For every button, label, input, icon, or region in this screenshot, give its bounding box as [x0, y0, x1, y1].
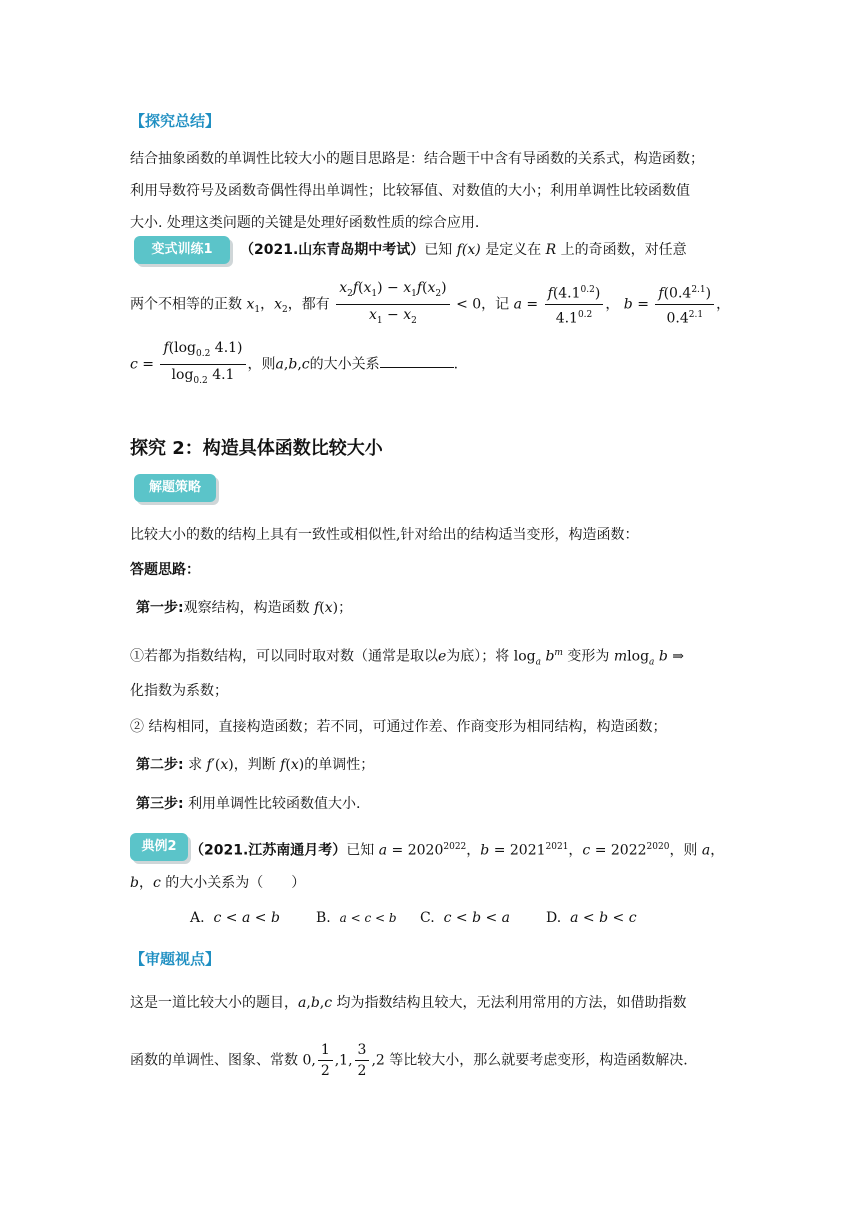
- example-tag: 典例2: [130, 833, 188, 861]
- e-symbol: e: [438, 648, 447, 665]
- a-fraction: $\frac{f(4.1^{0.2})}{4.1^{0.2}}$: [545, 280, 604, 328]
- option-B[interactable]: B. a < c < b: [316, 910, 397, 926]
- example-line-2: b，c 的大小关系为（ ）: [130, 875, 306, 891]
- half-fraction: $\frac{1}{2}$: [318, 1040, 333, 1081]
- summary-line-2: 利用导数符号及函数奇偶性得出单调性；比较幂值、对数值的大小；利用单调性比较函数值: [130, 183, 690, 199]
- three-halves-fraction: $\frac{3}{2}$: [355, 1040, 370, 1081]
- summary-line-1: 结合抽象函数的单调性比较大小的题目思路是：结合题干中含有导函数的关系式，构造函数；: [130, 151, 704, 167]
- example-text: 的大小关系为（ ）: [165, 875, 306, 891]
- exercise-tag: 变式训练1: [134, 236, 230, 264]
- viewpoint-text: 等比较大小，那么就要考虑变形，构造函数解决.: [389, 1052, 688, 1069]
- step-label: 第二步:: [136, 757, 184, 773]
- viewpoint-text: 函数的单调性、图象、常数: [130, 1052, 298, 1069]
- viewpoint-text: 这是一道比较大小的题目，: [130, 995, 298, 1011]
- exercise-text: .: [453, 356, 459, 373]
- case-text: 为底）；将: [446, 648, 510, 665]
- step-2: 第二步: 求 f′(x)，判断 f(x)的单调性；: [136, 757, 375, 773]
- step-label: 第三步:: [136, 796, 184, 812]
- example-line-1: （2021.江苏南通月考）已知 $a = 2020^{2022}$，$b = 2021^{2021}$，$c = 2022^{2020}$，则 a，: [190, 842, 725, 859]
- R-symbol: R: [545, 242, 557, 258]
- example-source: （2021.江苏南通月考）: [190, 842, 347, 859]
- option-label: A.: [190, 910, 205, 926]
- section-2-title: 探究 2：构造具体函数比较大小: [130, 438, 383, 459]
- exercise-line-1: [240, 239, 687, 261]
- step-3: [136, 793, 361, 815]
- step-label: 第一步:: [136, 600, 184, 616]
- summary-line-3: 大小. 处理这类问题的关键是处理好函数性质的综合应用.: [130, 215, 480, 231]
- case-text: 变形为: [567, 648, 610, 665]
- step-text: 求: [188, 757, 203, 773]
- step-text: ；: [338, 600, 353, 616]
- viewpoint-text: 均为指数结构且较大，无法利用常用的方法，如借助指数: [336, 995, 687, 1011]
- exercise-text: ，都有: [287, 296, 330, 313]
- option-label: B.: [316, 910, 331, 926]
- exercise-text: ，则: [247, 356, 276, 373]
- exercise-text: 的大小关系: [309, 356, 380, 373]
- step-text: 观察结构，构造函数: [183, 600, 310, 616]
- option-C[interactable]: C. c < b < a: [420, 910, 511, 926]
- step-text: 利用单调性比较函数值大小.: [188, 796, 361, 812]
- example-text: 已知: [346, 842, 375, 859]
- answer-blank[interactable]: [380, 353, 454, 368]
- exercise-text: 上的奇函数，对任意: [560, 242, 687, 258]
- option-label: C.: [420, 910, 435, 926]
- exercise-line-3: c = $\frac{f(\log_{0.2} 4.1)}{\log_{0.2} 4.1}$ ，则a,b,c的大小关系 .: [130, 338, 458, 391]
- case-text: ①若都为指数结构，可以同时取对数（通常是取以: [130, 648, 438, 665]
- section-header-summary: 【探究总结】: [130, 112, 221, 130]
- thinking-label: 答题思路：: [130, 562, 200, 578]
- fx-symbol: f(x): [456, 242, 481, 258]
- step-1: 第一步:观察结构，构造函数 f(x)；: [136, 600, 353, 616]
- strategy-intro: 比较大小的数的结构上具有一致性或相似性,针对给出的结构适当变形，构造函数：: [130, 527, 639, 543]
- strategy-tag: 解题策略: [134, 474, 216, 502]
- b-fraction: $\frac{f(0.4^{2.1})}{0.4^{2.1}}$: [655, 280, 714, 328]
- exercise-text: 是定义在: [485, 242, 542, 258]
- viewpoint-line-1: 这是一道比较大小的题目，a,b,c 均为指数结构且较大，无法利用常用的方法，如借助指数: [130, 995, 687, 1011]
- section-header-viewpoint: 【审题视点】: [130, 950, 221, 968]
- exercise-text: ，记: [481, 296, 510, 313]
- option-label: D.: [546, 910, 562, 926]
- c-fraction: $\frac{f(\log_{0.2} 4.1)}{\log_{0.2} 4.1}$: [160, 338, 245, 391]
- exercise-text: 已知: [424, 242, 453, 258]
- viewpoint-line-2: 函数的单调性、图象、常数 0, $\frac{1}{2}$ ,1, $\frac{3}{2}$ ,2 等比较大小，那么就要考虑变形，构造函数解决.: [130, 1042, 688, 1079]
- condition-fraction: $\frac{x_2f(x_1) - x_1f(x_2)}{x_1 - x_2}$: [336, 278, 449, 331]
- step-text: 的单调性；: [304, 757, 375, 773]
- exercise-source: （2021.山东青岛期中考试）: [240, 242, 425, 258]
- option-D[interactable]: D. a < b < c: [546, 910, 637, 926]
- option-A[interactable]: A. c < a < b: [190, 910, 280, 926]
- exercise-line-2: 两个不相等的正数 $x_1$，$x_2$，都有 $\frac{x_2f(x_1) - x_1f(x_2)}{x_1 - x_2}$ < 0，记 a = $\frac{f(4.1^{0.2})}{4.1^{0.2}}$ ， b = $\frac{f(0.4^{2.1})}{0.4^{2.1}}$ ，: [130, 278, 730, 331]
- exercise-text: 两个不相等的正数: [130, 296, 242, 313]
- step-text: ，判断: [233, 757, 276, 773]
- case-1-line-2: 化指数为系数；: [130, 683, 228, 699]
- case-2: ② 结构相同，直接构造函数；若不同，可通过作差、作商变形为相同结构，构造函数；: [130, 719, 667, 735]
- case-1-line-1: ①若都为指数结构，可以同时取对数（通常是取以e为底）；将 $\log_a b^m$ 变形为 mlog$_a$ b ⇒: [130, 648, 685, 668]
